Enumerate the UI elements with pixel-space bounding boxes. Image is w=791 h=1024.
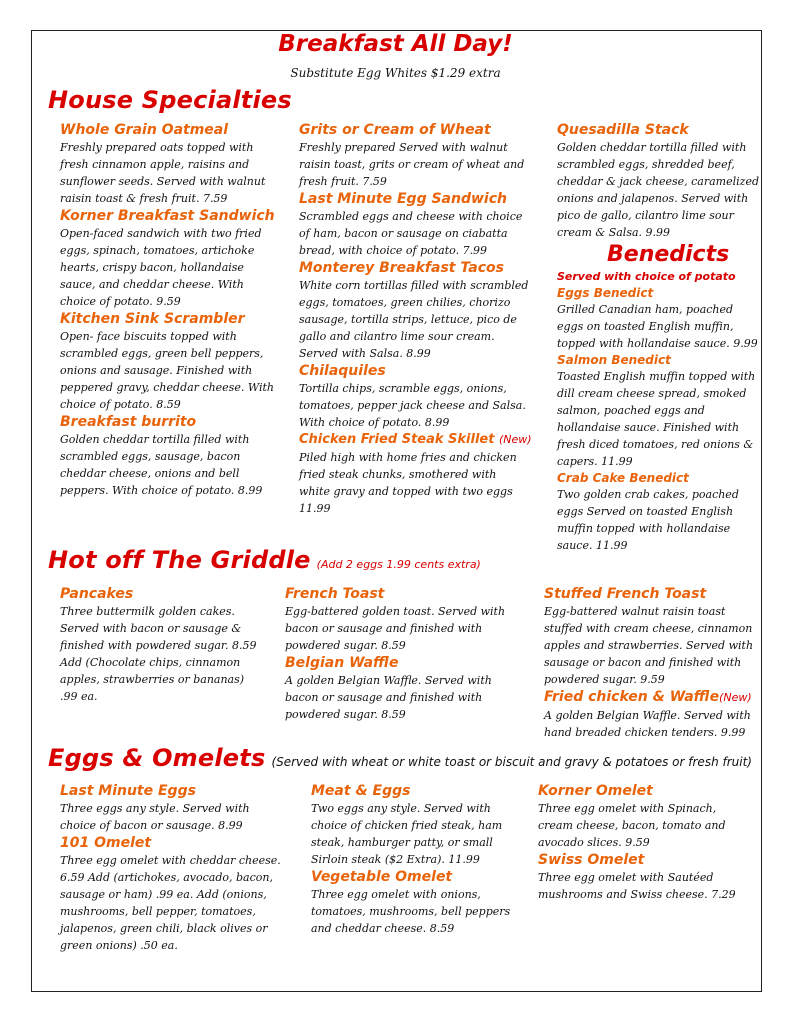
item-description: Three egg omelet with cheddar cheese. 6.59 Add (artichokes, avocado, bacon, sausage or ham) .99 ea. Add (onions, mushrooms, bell pepper, tomatoes, jalapenos, green chili, black olives or green onions) .50 ea. [60,854,281,952]
menu-item [557,285,761,352]
item-name: Chilaquiles [299,363,386,379]
menu-item [60,121,282,207]
house-col-2 [299,121,532,517]
item-name: Quesadilla Stack [557,122,689,138]
item-description: Two eggs any style. Served with choice of chicken fried steak, ham steak, hamburger patty, or small Sirloin steak ($2 Extra). 11.99 [311,802,503,866]
item-name: Stuffed French Toast [544,586,707,602]
item-name: Crab Cake Benedict [557,471,689,485]
menu-item [557,352,761,470]
item-description: Open- face biscuits topped with scrambled eggs, green bell peppers, onions and sausage. Finished with peppered gravy, cheddar cheese. With choice of potato. 8.59 [60,330,274,411]
item-description: Golden cheddar tortilla filled with scrambled eggs, shredded beef, cheddar & jack cheese, caramelized onions and jalapenos. Served with pico de gallo, cilantro lime sour cream & Salsa. 9.99 [557,141,760,239]
item-name: Breakfast burrito [60,414,197,430]
item-name [299,431,532,449]
menu-item [285,654,515,723]
item-description: Freshly prepared oats topped with fresh cinnamon apple, raisins and sunflower seeds. Served with walnut raisin toast & fresh fruit. 7.59 [60,141,266,205]
menu-item [299,362,529,431]
item-name: Last Minute Eggs [60,783,196,799]
item-name: 101 Omelet [60,835,152,851]
house-col-1 [60,121,282,499]
item-name: Swiss Omelet [538,852,645,868]
item-name: Salmon Benedict [557,353,671,367]
benedicts-note: Served with choice of potato [557,270,736,283]
item-description: Freshly prepared Served with walnut raisin toast, grits or cream of wheat and fresh fruit. 7.59 [299,141,525,188]
menu-item [60,585,260,705]
eggs-col-2 [311,782,511,937]
item-name: Kitchen Sink Scrambler [60,311,245,327]
menu-item [311,868,511,937]
menu-item [544,688,759,741]
item-name [544,688,759,707]
item-description: Two golden crab cakes, poached eggs Served on toasted English muffin topped with hollandaise sauce. 11.99 [557,488,739,552]
item-name: Meat & Eggs [311,783,411,799]
item-description: Toasted English muffin topped with dill cream cheese spread, smoked salmon, poached eggs and hollandaise sauce. Finished with fresh diced tomatoes, red onions & capers. 11.99 [557,370,756,468]
item-name-text: Chicken Fried Steak Skillet [299,432,495,447]
section-title-griddle [48,546,481,574]
section-title-house: House Specialties [48,86,292,114]
griddle-col-2 [285,585,515,723]
section-note: (Add 2 eggs 1.99 cents extra) [316,558,481,571]
menu-item [299,259,529,362]
item-description: Three egg omelet with Spinach, cream cheese, bacon, tomato and avocado slices. 9.59 [538,802,726,849]
item-name: Vegetable Omelet [311,869,453,885]
item-name: Last Minute Egg Sandwich [299,191,507,207]
item-description: A golden Belgian Waffle. Served with bacon or sausage and finished with powdered sugar. 8.59 [285,674,492,721]
item-name: Korner Breakfast Sandwich [60,208,275,224]
menu-item [544,585,759,688]
item-name-text: Fried chicken & Waffle [544,689,720,705]
item-description: Egg-battered walnut raisin toast stuffed with cream cheese, cinnamon apples and strawberries. Served with sausage or bacon and finished with powdered sugar. 9.59 [544,605,754,686]
menu-item [60,310,282,413]
section-title-eggs [48,744,752,772]
house-col-3 [557,121,761,554]
item-name: Monterey Breakfast Tacos [299,260,504,276]
section-note: (Served with wheat or white toast or biscuit and gravy & potatoes or fresh fruit) [271,755,752,769]
item-description: White corn tortillas filled with scrambled eggs, tomatoes, green chilies, chorizo sausage, tortilla strips, lettuce, pico de gallo and cilantro lime sour cream. Served with Salsa. 8.99 [299,279,529,360]
item-description: Three eggs any style. Served with choice of bacon or sausage. 8.99 [60,802,250,832]
item-description: Three egg omelet with Sautéed mushrooms and Swiss cheese. 7.29 [538,871,736,901]
item-name: French Toast [285,586,385,602]
item-description: Tortilla chips, scramble eggs, onions, tomatoes, pepper jack cheese and Salsa. With choice of potato. 8.99 [299,382,526,429]
item-name: Grits or Cream of Wheat [299,122,491,138]
menu-item [285,585,515,654]
section-title-text: Eggs & Omelets [48,744,266,772]
menu-item [60,834,282,954]
item-description: Golden cheddar tortilla filled with scrambled eggs, sausage, bacon cheddar cheese, onions and bell peppers. With choice of potato. 8.99 [60,433,263,497]
griddle-col-1 [60,585,260,705]
menu-item [538,782,753,851]
menu-item [299,190,529,259]
new-badge: (New) [498,433,532,446]
section-title-benedicts: Benedicts [607,242,730,267]
item-name: Pancakes [60,586,134,602]
item-name: Korner Omelet [538,783,653,799]
item-description: Open-faced sandwich with two fried eggs, spinach, tomatoes, artichoke hearts, crispy bacon, hollandaise sauce, and cheddar cheese. With choice of potato. 9.59 [60,227,262,308]
menu-item [557,121,761,241]
griddle-col-3 [544,585,759,741]
item-description: Three egg omelet with onions, tomatoes, mushrooms, bell peppers and cheddar cheese. 8.59 [311,888,511,935]
menu-item [311,782,511,868]
item-description: Egg-battered golden toast. Served with bacon or sausage and finished with powdered sugar. 8.59 [285,605,506,652]
item-description: A golden Belgian Waffle. Served with hand breaded chicken tenders. 9.99 [544,709,751,739]
menu-item [299,121,529,190]
item-name: Whole Grain Oatmeal [60,122,229,138]
item-description: Piled high with home fries and chicken fried steak chunks, smothered with white gravy and topped with two eggs 11.99 [299,451,517,515]
item-description: Three buttermilk golden cakes. Served with bacon or sausage & finished with powdered sugar. 8.59 Add (Chocolate chips, cinnamon apples, strawberries or bananas) .99 ea. [60,605,257,703]
menu-item [557,470,761,554]
item-name: Eggs Benedict [557,286,654,300]
item-name: Belgian Waffle [285,655,399,671]
menu-subtitle: Substitute Egg Whites $1.29 extra [290,66,501,80]
eggs-col-1 [60,782,282,954]
eggs-col-3 [538,782,753,903]
item-description: Scrambled eggs and cheese with choice of ham, bacon or sausage on ciabatta bread, with choice of potato. 7.99 [299,210,523,257]
section-title-text: Hot off The Griddle [48,546,311,574]
new-badge: (New) [719,691,752,704]
menu-item [538,851,753,903]
menu-item [60,413,282,499]
item-description: Grilled Canadian ham, poached eggs on toasted English muffin, topped with hollandaise sauce. 9.99 [557,303,758,350]
menu-item [60,782,282,834]
menu-item [299,431,532,517]
menu-title: Breakfast All Day! [278,31,513,57]
menu-item [60,207,282,310]
